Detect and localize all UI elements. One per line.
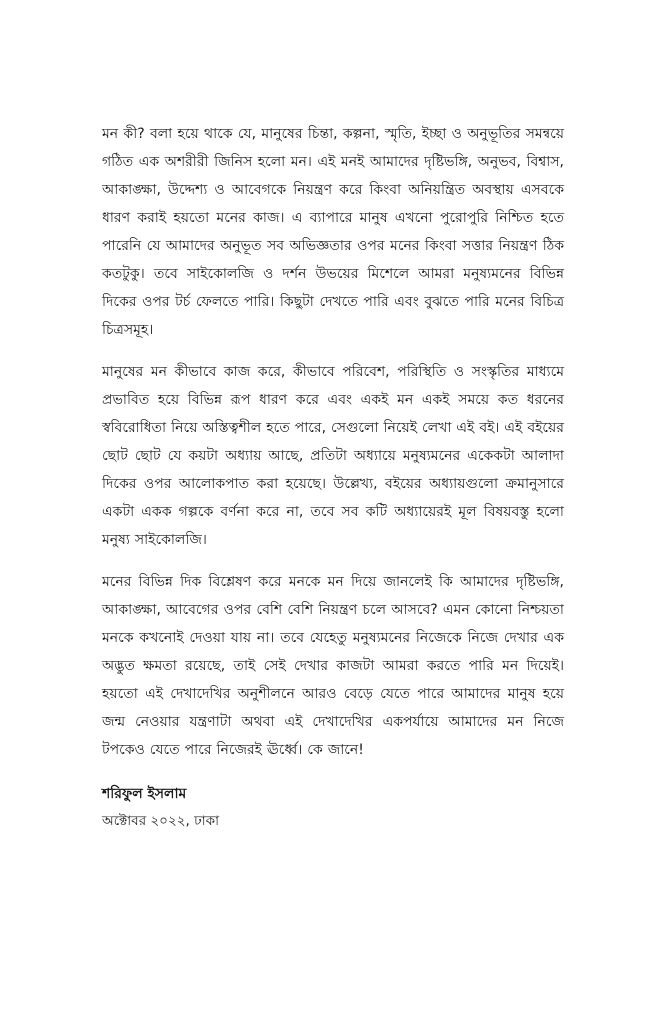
paragraph-2: মানুষের মন কীভাবে কাজ করে, কীভাবে পরিবেশ, পরিস্থিতি ও সংস্কৃতির মাধ্যমে প্রভাবিত হয়ে বিভিন্ন রূপ ধারণ করে এবং একই মন একই সময়ে কত ধরনের স্ববিরোধিতা নিয়ে অস্তিত্বশীল হতে পারে, সেগুলো নিয়েই লেখা এই বই। এই বইয়ের ছোট ছোট যে কয়টা অধ্যায় আছে, প্রতিটা অধ্যায়ে মনুষ্যমনের একেকটা আলাদা দিকের ওপর আলোকপাত করা হয়েছে। উল্লেখ্য, বইয়ের অধ্যায়গুলো ক্রমানুসারে একটা একক গল্পকে বর্ণনা করে না, তবে সব কটি অধ্যায়েরই মূল বিষয়বস্তু হলো মনুষ্য সাইকোলজি। bbox=[102, 364, 564, 548]
signature-block bbox=[102, 780, 564, 834]
paragraph-3: মনের বিভিন্ন দিক বিশ্লেষণ করে মনকে মন দিয়ে জানলেই কি আমাদের দৃষ্টিভঙ্গি, আকাঙ্ক্ষা, আবেগের ওপর বেশি বেশি নিয়ন্ত্রণ চলে আসবে? এমন কোনো নিশ্চয়তা মনকে কখনোই দেওয়া যায় না। তবে যেহেতু মনুষ্যমনের নিজেকে নিজে দেখার এক অদ্ভুত ক্ষমতা রয়েছে, তাই সেই দেখার কাজটা আমরা করতে পারি মন দিয়েই। হয়তো এই দেখাদেখির অনুশীলনে আরও বেড়ে যেতে পারে আমাদের মানুষ হয়ে জন্ম নেওয়ার যন্ত্রণাটা অথবা এই দেখাদেখির একপর্যায়ে আমাদের মন নিজে টপকেও যেতে পারে নিজেরই ঊর্ধ্বে। কে জানে! bbox=[102, 574, 564, 758]
date-place: অক্টোবর ২০২২, ঢাকা bbox=[102, 813, 220, 829]
paragraph-1: মন কী? বলা হয়ে থাকে যে, মানুষের চিন্তা, কল্পনা, স্মৃতি, ইচ্ছা ও অনুভূতির সমন্বয়ে গঠিত এক অশরীরী জিনিস হলো মন। এই মনই আমাদের দৃষ্টিভঙ্গি, অনুভব, বিশ্বাস, আকাঙ্ক্ষা, উদ্দেশ্য ও আবেগকে নিয়ন্ত্রণ করে কিংবা অনিয়ন্ত্রিত অবস্থায় এসবকে ধারণ করাই হয়তো মনের কাজ। এ ব্যাপারে মানুষ এখনো পুরোপুরি নিশ্চিত হতে পারেনি যে আমাদের অনুভূত সব অভিজ্ঞতার ওপর মনের কিংবা সত্তার নিয়ন্ত্রণ ঠিক কতটুকু। তবে সাইকোলজি ও দর্শন উভয়ের মিশেলে আমরা মনুষ্যমনের বিভিন্ন দিকের ওপর টর্চ ফেলতে পারি। কিছুটা দেখতে পারি এবং বুঝতে পারি মনের বিচিত্র চিত্রসমূহ। bbox=[102, 126, 564, 338]
preface-body bbox=[102, 120, 564, 834]
author-name: শরিফুল ইসলাম bbox=[102, 786, 187, 802]
